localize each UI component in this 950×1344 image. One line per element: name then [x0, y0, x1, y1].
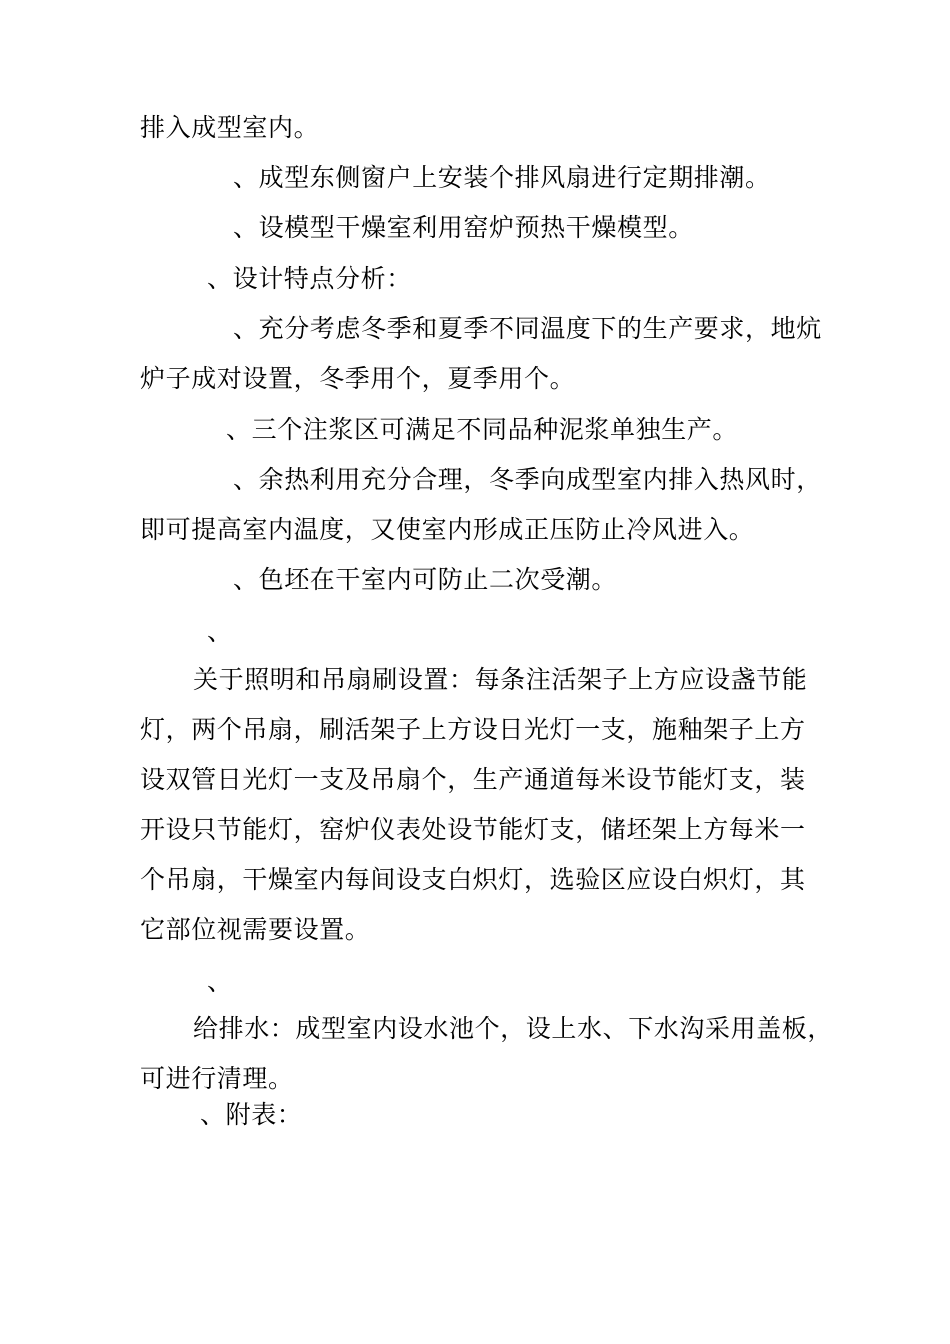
- text-line: 个吊扇，干燥室内每间设支白炽灯，选验区应设白炽灯，其: [140, 865, 806, 894]
- list-marker: 、: [207, 967, 233, 996]
- text-line: 、成型东侧窗户上安装个排风扇进行定期排潮。: [233, 163, 771, 192]
- text-line: 开设只节能灯，窑炉仪表处设节能灯支，储坯架上方每米一: [140, 815, 806, 844]
- text-line: 它部位视需要设置。: [140, 915, 371, 944]
- text-line: 关于照明和吊扇刷设置：每条注活架子上方应设盏节能: [193, 665, 808, 694]
- section-heading: 、附表：: [200, 1100, 303, 1129]
- text-line: 、余热利用充分合理，冬季向成型室内排入热风时，: [233, 465, 822, 494]
- list-marker: 、: [207, 617, 233, 646]
- text-line: 炉子成对设置，冬季用个，夏季用个。: [140, 364, 576, 393]
- text-line: 灯，两个吊扇，刷活架子上方设日光灯一支，施釉架子上方: [140, 715, 806, 744]
- text-line: 可进行清理。: [140, 1064, 294, 1093]
- text-line: 给排水：成型室内设水池个，设上水、下水沟采用盖板，: [193, 1014, 834, 1043]
- text-line: 、充分考虑冬季和夏季不同温度下的生产要求，地炕: [233, 314, 822, 343]
- text-line: 、色坯在干室内可防止二次受潮。: [233, 565, 618, 594]
- text-line: 、三个注浆区可满足不同品种泥浆单独生产。: [226, 415, 739, 444]
- text-line: 排入成型室内。: [140, 113, 320, 142]
- section-heading: 、设计特点分析：: [207, 264, 412, 293]
- text-line: 即可提高室内温度，又使室内形成正压防止冷风进入。: [140, 515, 755, 544]
- text-line: 、设模型干燥室利用窑炉预热干燥模型。: [233, 213, 694, 242]
- text-line: 设双管日光灯一支及吊扇个，生产通道每米设节能灯支，装: [140, 765, 806, 794]
